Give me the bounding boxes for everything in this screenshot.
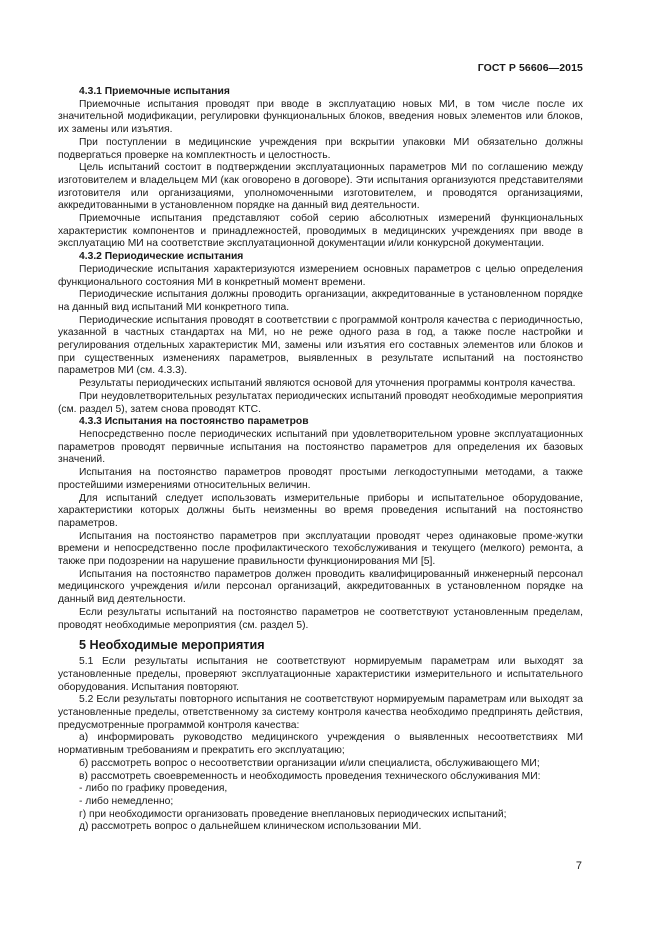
body-paragraph: Цель испытаний состоит в подтверждении эксплуатационных параметров МИ по соглашению между изготовителем и владельцем МИ (как оговорено в договоре). Эти испытания организуются представителями изготовителя или организациями, уполномоченными изготовителем, и проводятся организациями, аккредитованными в установленном порядке на данный вид деятельности.	[58, 162, 583, 212]
list-item: а) информировать руководство медицинского учреждения о выявленных несоответствиях МИ нормативным требованиям и прекратить его эксплуатацию;	[58, 732, 583, 757]
list-item: в) рассмотреть своевременность и необходимость проведения технического обслуживания МИ:	[79, 770, 541, 782]
body-paragraph: Приемочные испытания представляют собой серию абсолютных измерений функциональных характеристик компонентов и принадлежностей, проводимых в медицинских учреждениях при вводе в эксплуатацию МИ на соответствие эксплуатационной документации и/или конкурсной документации.	[58, 213, 583, 250]
list-item: - либо немедленно;	[79, 795, 174, 807]
body-paragraph: Если результаты испытаний на постоянство параметров не соответствуют установленным пределам, проводят необходимые мероприятия (см. раздел 5).	[58, 606, 583, 631]
body-paragraph: Испытания на постоянство параметров при эксплуатации проводят через одинаковые проме-жутки времени и непосредственно после профилактического техобслуживания и текущего (мелкого) ремонта, а также при подозрении на нарушение правильности функционирования МИ [5].	[58, 530, 583, 568]
page-number: 7	[575, 860, 582, 872]
body-paragraph: Периодические испытания характеризуются измерением основных параметров с целью определения функционального состояния МИ в конкретный момент времени.	[58, 263, 583, 288]
subsection-heading-4-3-2: 4.3.2 Периодические испытания	[79, 251, 244, 263]
body-paragraph: Периодические испытания проводят в соответствии с программой контроля качества с периодичностью, указанной в частных стандартах на МИ, но не реже одного раза в год, а также после настройки и регулирования отдельных характеристик МИ, замены или изъятия его составных элементов или блоков и при существенных изменениях параметров, выявленных в результате испытаний на постоянство параметров МИ (см. 4.3.3).	[58, 314, 583, 377]
body-paragraph: При неудовлетворительных результатах периодических испытаний проводят необходимые мероприятия (см. раздел 5), затем снова проводят КТС.	[58, 390, 583, 415]
list-item: г) при необходимости организовать проведение внеплановых периодических испытаний;	[79, 808, 507, 820]
subsection-heading-4-3-3: 4.3.3 Испытания на постоянство параметров	[79, 416, 309, 428]
body-paragraph: При поступлении в медицинские учреждения при вскрытии упаковки МИ обязательно должны подвергаться проверке на комплектность и целостность.	[58, 136, 583, 161]
body-paragraph: Приемочные испытания проводят при вводе в эксплуатацию новых МИ, в том числе после их значительной модификации, регулировки функциональных блоков, введения новых элементов или блоков, их замены или изъятия.	[58, 98, 583, 136]
document-body	[58, 86, 583, 834]
body-paragraph: Для испытаний следует использовать измерительные приборы и испытательное оборудование, характеристики которых должны быть неизменны во время проведения испытаний на постоянство параметров.	[58, 492, 583, 529]
body-paragraph: 5.2 Если результаты повторного испытания не соответствуют нормируемым параметрам или выходят за установленные пределы, ответственному за систему контроля качества необходимо предпринять действия, предусмотренные программой контроля качества:	[58, 694, 583, 731]
section-heading-5: 5 Необходимые мероприятия	[79, 638, 265, 653]
list-item: д) рассмотреть вопрос о дальнейшем клиническом использовании МИ.	[79, 821, 422, 833]
document-standard-id: ГОСТ Р 56606—2015	[477, 62, 583, 74]
list-item: - либо по графику проведения,	[79, 783, 228, 795]
subsection-heading-4-3-1: 4.3.1 Приемочные испытания	[79, 86, 230, 97]
body-paragraph: 5.1 Если результаты испытания не соответствуют нормируемым параметрам или выходят за установленные пределы, проверяют эксплуатационные характеристики измерительного и испытательного оборудования. Испытания повторяют.	[58, 656, 583, 693]
body-paragraph: Результаты периодических испытаний являются основой для уточнения программы контроля качества.	[79, 378, 576, 390]
body-paragraph: Непосредственно после периодических испытаний при удовлетворительном уровне эксплуатационных параметров проводят первичные испытания на постоянство параметров для определения их базовых значений.	[58, 428, 583, 466]
list-item: б) рассмотреть вопрос о несоответствии организации и/или специалиста, обслуживающего МИ;	[79, 757, 540, 769]
body-paragraph: Испытания на постоянство параметров должен проводить квалифицированный инженерный персонал медицинского учреждения и/или персонал организаций, аккредитованных в установленном порядке на данный вид деятельности.	[58, 568, 583, 606]
body-paragraph: Испытания на постоянство параметров проводят простыми легкодоступными методами, а также простейшими измерениями относительных величин.	[58, 467, 583, 491]
body-paragraph: Периодические испытания должны проводить организации, аккредитованные в установленном порядке на данный вид испытаний МИ конкретного типа.	[58, 289, 583, 313]
